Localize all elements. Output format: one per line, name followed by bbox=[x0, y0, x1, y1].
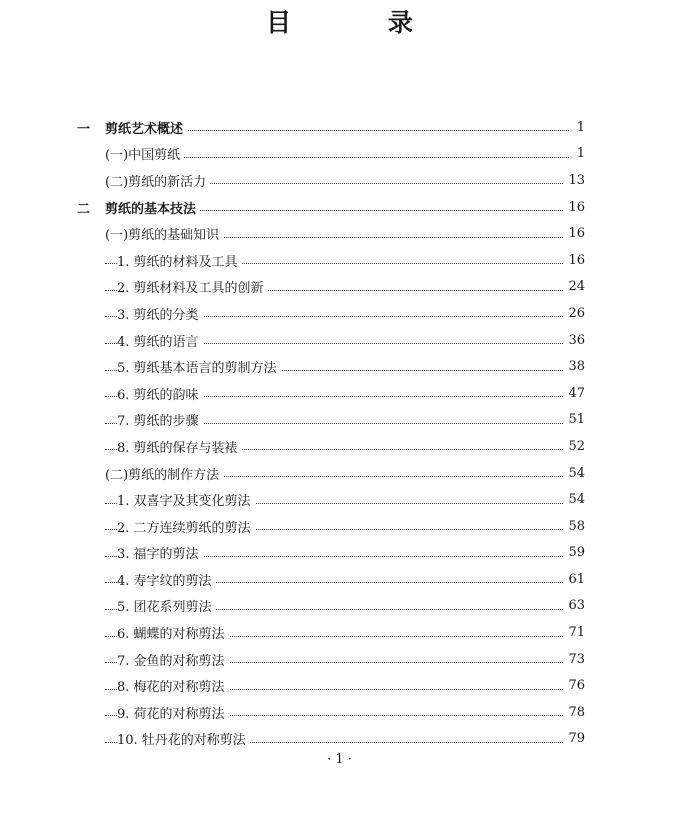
toc-entry[interactable] bbox=[0, 699, 679, 726]
toc-entry[interactable] bbox=[0, 646, 679, 673]
toc-entry[interactable] bbox=[0, 353, 679, 380]
entry-title: 8. 剪纸的保存与装裱 bbox=[117, 437, 242, 456]
toc-entry[interactable] bbox=[0, 220, 679, 247]
entry-title: 7. 剪纸的步骤 bbox=[117, 410, 203, 429]
toc-entry[interactable] bbox=[0, 407, 679, 434]
toc-entry[interactable] bbox=[0, 300, 679, 327]
entry-title: 剪纸的基本技法 bbox=[105, 198, 200, 217]
toc-entry[interactable] bbox=[0, 141, 679, 168]
toc-entry[interactable] bbox=[0, 247, 679, 274]
entry-page: 52 bbox=[564, 439, 585, 454]
entry-title: 剪纸艺术概述 bbox=[105, 118, 187, 137]
toc-entry[interactable] bbox=[0, 619, 679, 646]
entry-page: 79 bbox=[564, 731, 585, 746]
chapter-number: 二 bbox=[77, 201, 91, 217]
toc-entry[interactable] bbox=[0, 593, 679, 620]
entry-title: 6. 剪纸的韵味 bbox=[117, 384, 203, 403]
entry-page: 36 bbox=[564, 333, 585, 348]
entry-page: 1 bbox=[573, 120, 585, 135]
entry-title: 3. 福字的剪法 bbox=[117, 543, 203, 562]
entry-title: 2. 剪纸材料及工具的创新 bbox=[117, 277, 268, 296]
toc-entry[interactable] bbox=[0, 194, 679, 221]
toc-entry[interactable] bbox=[0, 327, 679, 354]
entry-title: (一)中国剪纸 bbox=[105, 144, 184, 163]
toc-entry[interactable] bbox=[0, 167, 679, 194]
toc-entry[interactable] bbox=[0, 672, 679, 699]
toc-entry[interactable] bbox=[0, 433, 679, 460]
entry-page: 73 bbox=[564, 652, 585, 667]
entry-title: 10. 牡丹花的对称剪法 bbox=[117, 729, 250, 748]
entry-page: 76 bbox=[564, 678, 585, 693]
toc-entry[interactable] bbox=[0, 540, 679, 567]
page-number-footer: · 1 · bbox=[327, 752, 352, 767]
entry-title: (二)剪纸的制作方法 bbox=[105, 464, 223, 483]
entry-page: 61 bbox=[564, 572, 585, 587]
chapter-number: 一 bbox=[77, 121, 91, 137]
entry-page: 58 bbox=[564, 519, 585, 534]
toc-entry[interactable] bbox=[0, 380, 679, 407]
entry-title: (一)剪纸的基础知识 bbox=[105, 224, 223, 243]
entry-title: 4. 剪纸的语言 bbox=[117, 331, 203, 350]
toc-list bbox=[0, 114, 679, 752]
entry-page: 38 bbox=[564, 359, 585, 374]
entry-title: 5. 团花系列剪法 bbox=[117, 596, 216, 615]
toc-entry[interactable] bbox=[0, 274, 679, 301]
entry-page: 26 bbox=[564, 306, 585, 321]
entry-page: 24 bbox=[564, 279, 585, 294]
entry-title: 6. 蝴蝶的对称剪法 bbox=[117, 623, 229, 642]
toc-entry[interactable] bbox=[0, 460, 679, 487]
entry-title: 2. 二方连续剪纸的剪法 bbox=[117, 517, 255, 536]
entry-page: 51 bbox=[564, 412, 585, 427]
toc-entry[interactable] bbox=[0, 726, 679, 753]
entry-page: 1 bbox=[573, 146, 585, 161]
entry-page: 78 bbox=[564, 705, 585, 720]
entry-page: 13 bbox=[564, 173, 585, 188]
entry-title: 4. 寿字纹的剪法 bbox=[117, 570, 216, 589]
entry-title: 3. 剪纸的分类 bbox=[117, 304, 203, 323]
toc-entry[interactable] bbox=[0, 114, 679, 141]
entry-page: 59 bbox=[564, 545, 585, 560]
entry-page: 63 bbox=[564, 598, 585, 613]
entry-page: 54 bbox=[564, 466, 585, 481]
entry-title: 1. 剪纸的材料及工具 bbox=[117, 251, 242, 270]
entry-page: 16 bbox=[564, 226, 585, 241]
toc-entry[interactable] bbox=[0, 513, 679, 540]
entry-page: 16 bbox=[564, 200, 585, 215]
entry-title: 8. 梅花的对称剪法 bbox=[117, 676, 229, 695]
entry-title: (二)剪纸的新活力 bbox=[105, 171, 210, 190]
entry-title: 7. 金鱼的对称剪法 bbox=[117, 650, 229, 669]
entry-page: 47 bbox=[564, 386, 585, 401]
entry-title: 5. 剪纸基本语言的剪制方法 bbox=[117, 357, 281, 376]
entry-page: 71 bbox=[564, 625, 585, 640]
page-title: 目 录 bbox=[266, 8, 457, 37]
entry-title: 1. 双喜字及其变化剪法 bbox=[117, 490, 255, 509]
toc-entry[interactable] bbox=[0, 486, 679, 513]
toc-entry[interactable] bbox=[0, 566, 679, 593]
entry-page: 54 bbox=[564, 492, 585, 507]
entry-page: 16 bbox=[564, 253, 585, 268]
entry-title: 9. 荷花的对称剪法 bbox=[117, 703, 229, 722]
